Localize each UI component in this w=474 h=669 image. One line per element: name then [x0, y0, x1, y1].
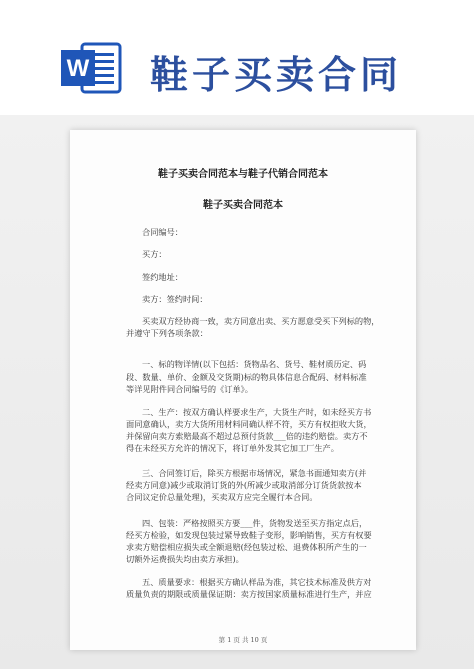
document-page	[70, 130, 416, 650]
document-subtitle: 鞋子买卖合同范本	[203, 200, 283, 211]
body-line: 面同意确认，卖方大货所用材料同确认样不符，买方有权拒收大货，	[126, 419, 372, 429]
body-line: 四、包装：严格按照买方要___件，货物发送至买方指定点后，	[142, 518, 368, 528]
body-line: 质量负责的期限或质量保证期：卖方按国家质量标准进行生产，并应	[126, 589, 372, 599]
body-line: 五、质量要求：根据买方确认样品为准，其它技术标准及供方对	[142, 577, 372, 587]
body-line: 卖方：签约时间：	[142, 294, 208, 304]
body-line: 合同编号：	[142, 227, 183, 237]
banner	[0, 0, 474, 115]
document-title: 鞋子买卖合同范本与鞋子代销合同范本	[158, 169, 328, 180]
body-line: 得在未经买方允许的情况下，将订单外发其它加工厂生产。	[126, 443, 339, 453]
body-line: 买卖双方经协商一致，卖方同意出卖、买方愿意受买下列标的物，	[142, 316, 380, 326]
body-line: 段、数量、单价、金额及交货期)标的物具体信息合配码、材料标准	[126, 372, 367, 382]
body-line: 买方：	[142, 249, 167, 259]
page-number: 第 1 页 共 10 页	[218, 636, 268, 644]
body-line: 并保留向卖方索赔最高不超过总预付货款___倍的违约赔偿。卖方不	[126, 431, 368, 441]
word-letter: W	[66, 55, 90, 82]
body-line: 签约地址：	[142, 272, 183, 282]
word-document-icon	[60, 40, 122, 96]
banner-title: 鞋子买卖合同	[150, 53, 403, 97]
body-line: 等详见附件同合同编号的《订单》。	[126, 384, 253, 394]
body-line: 经买方检验，如发现包装过紧导致鞋子变形，影响销售，买方有权要	[126, 530, 372, 540]
body-line: 三、合同签订后，除买方根据市场情况，紧急书面通知卖方(并	[142, 468, 367, 478]
body-line: 求卖方赔偿相应损失或全额退赔(经包装过松、退费体积所产生的一	[126, 542, 367, 552]
body-line: 经卖方同意)减少或取消订货的外(所减少或取消部分订货货款按本	[126, 480, 362, 490]
body-line: 一、标的物详情(以下包括：货物品名、货号、鞋材质历定、码	[142, 359, 367, 369]
body-line: 合同议定价总量处理)，买卖双方应完全履行本合同。	[126, 492, 318, 502]
body-line: 二、生产：按双方确认样要求生产，大货生产时，如未经买方书	[142, 407, 372, 417]
body-line: 并遵守下列各项条款：	[126, 328, 208, 338]
body-line: 切额外运费损失均由卖方承担)。	[126, 554, 244, 564]
